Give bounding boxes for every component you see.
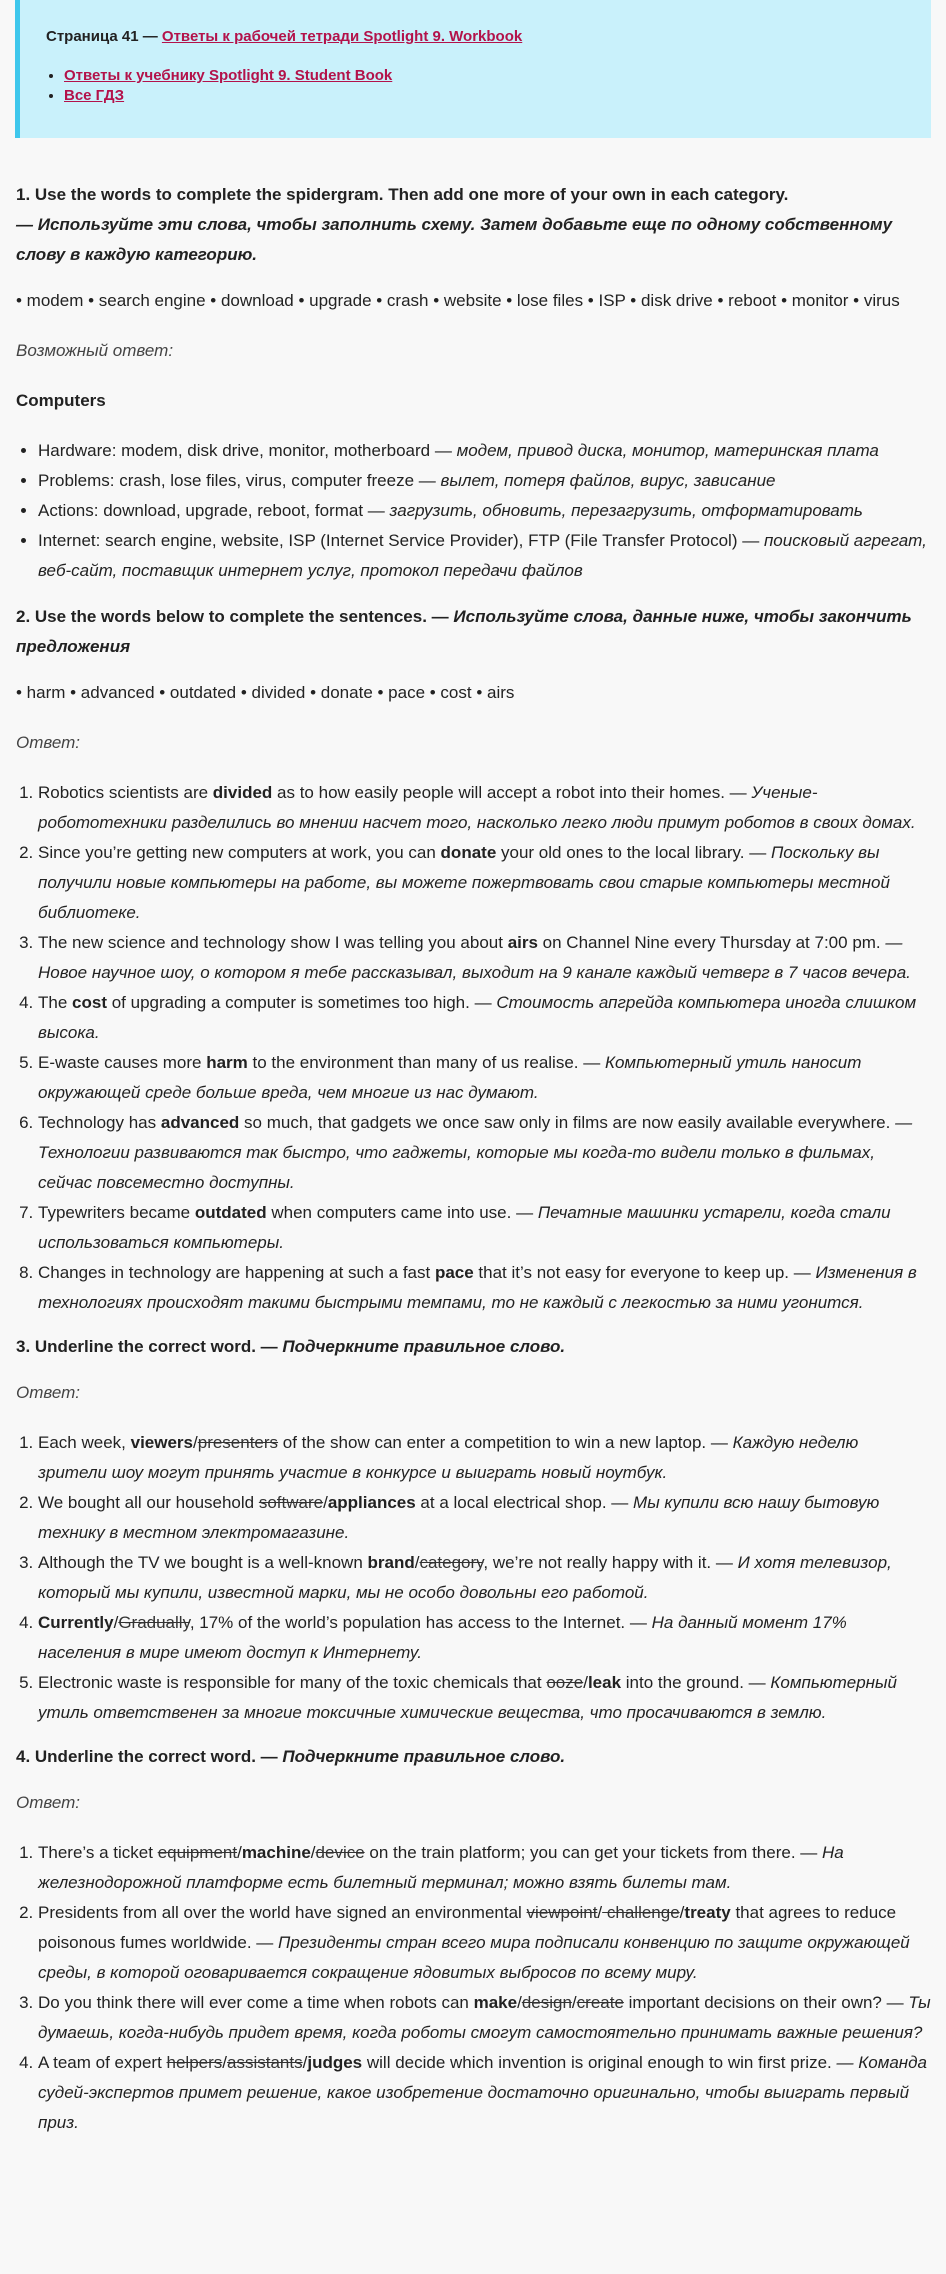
main-content [15,138,931,2138]
list-item: 2. We bought all our household software/appliances at a local electrical shop. — Мы купили всю нашу бытовую технику в местном электромагазине. [38,1488,931,1548]
list-item: 5. E-waste causes more harm to the environment than many of us realise. — Компьютерный утиль наносит окружающей среде больше вреда, чем многие из нас думают. [38,1048,931,1108]
list-item: 4. A team of expert helpers/assistants/judges will decide which invention is original enough to win first prize. — Команда судей-экспертов примет решение, какое изобретение достаточно оригинально, чтобы выиграть первый приз. [38,2048,931,2138]
related-links-box [15,0,931,138]
list-item: 5. Electronic waste is responsible for many of the toxic chemicals that ooze/leak into the ground. — Компьютерный утиль ответственен за многие токсичные химические вещества, что просачиваются в землю. [38,1668,931,1728]
task3-list [16,1428,931,1728]
page-header [46,26,911,48]
task3-title-en: 3. Underline the correct word. — [16,1337,283,1356]
list-item: 2. Since you’re getting new computers at work, you can donate your old ones to the local library. — Поскольку вы получили новые компьютеры на работе, вы можете пожертвовать свои старые компьютеры местной библиотеке. [38,838,931,928]
workbook-link[interactable]: Ответы к рабочей тетради Spotlight 9. Workbook [161,28,523,45]
task2-title-en: 2. Use the words below to complete the sentences. — [16,607,454,626]
task4-title-ru: Подчеркните правильное слово. [282,1747,566,1766]
list-item: 8. Changes in technology are happening at such a fast pace that it’s not easy for everyone to keep up. — Изменения в технологиях происходят такими быстрыми темпами, то не каждый с легкостью за ними угонится. [38,1258,931,1318]
list-item: 7. Typewriters became outdated when computers came into use. — Печатные машинки устарели, когда стали использоваться компьютеры. [38,1198,931,1258]
task1-words: • modem • search engine • download • upgrade • crash • website • lose files • ISP • disk drive • reboot • monitor • virus [16,291,900,310]
task4-title [16,1742,931,1772]
task1-title-ru: — Используйте эти слова, чтобы заполнить схему. Затем добавьте еще по одному собственному слову в каждую категорию. [16,215,893,264]
page-label: Страница 41 — [46,28,158,45]
task1-title-en: 1. Use the words to complete the spidergram. Then add one more of your own in each category. [16,185,789,204]
task1-list [16,436,931,586]
list-item [64,66,911,86]
list-item: 1. Each week, viewers/presenters of the show can enter a competition to win a new laptop. — Каждую неделю зрители шоу могут принять участие в конкурсе и выиграть новый ноутбук. [38,1428,931,1488]
computers-heading: Computers [16,391,106,410]
student-book-link[interactable]: Ответы к учебнику Spotlight 9. Student Book [64,67,393,84]
list-item: 3. Although the TV we bought is a well-known brand/category, we’re not really happy with it. — И хотя телевизор, который мы купили, известной марки, мы не особо довольны его работой. [38,1548,931,1608]
task1-answer-label: Возможный ответ: [16,341,174,360]
task2-title [16,602,931,662]
list-item: • Actions: download, upgrade, reboot, format — загрузить, обновить, перезагрузить, отформатировать [38,496,931,526]
links-list [46,66,911,106]
list-item: 6. Technology has advanced so much, that gadgets we once saw only in films are now easily available everywhere. — Технологии развиваются так быстро, что гаджеты, которые мы когда-то видели только в фильмах, сейчас повсеместно доступны. [38,1108,931,1198]
task4-list [16,1838,931,2138]
task3-title [16,1332,931,1362]
task2-list [16,778,931,1318]
list-item: 2. Presidents from all over the world have signed an environmental viewpoint/ challenge/treaty that agrees to reduce poisonous fumes worldwide. — Президенты стран всего мира подписали конвенцию по защите окружающей среды, в которой оговаривается сокращение ядовитых выбросов по всему миру. [38,1898,931,1988]
list-item: 1. There’s a ticket equipment/machine/device on the train platform; you can get your tickets from there. — На железнодорожной платформе есть билетный терминал; можно взять билеты там. [38,1838,931,1898]
list-item: • Problems: crash, lose files, virus, computer freeze — вылет, потеря файлов, вирус, зависание [38,466,931,496]
task4-title-en: 4. Underline the correct word. — [16,1747,283,1766]
list-item: • Hardware: modem, disk drive, monitor, motherboard — модем, привод диска, монитор, материнская плата [38,436,931,466]
list-item: 3. Do you think there will ever come a time when robots can make/design/create important decisions on their own? — Ты думаешь, когда-нибудь придет время, когда роботы смогут самостоятельно принимать важные решения? [38,1988,931,2048]
task3-answer-label: Ответ: [16,1383,81,1402]
task1-title [16,180,931,270]
task4-answer-label: Ответ: [16,1793,81,1812]
all-gdz-link[interactable]: Все ГДЗ [64,87,125,104]
list-item: • Internet: search engine, website, ISP (Internet Service Provider), FTP (File Transfer Protocol) — поисковый агрегат, веб-сайт, поставщик интернет услуг, протокол передачи файлов [38,526,931,586]
list-item [64,86,911,106]
list-item: 1. Robotics scientists are divided as to how easily people will accept a robot into their homes. — Ученые-робототехники разделились во мнении насчет того, насколько легко люди примут роботов в своих домах. [38,778,931,838]
task3-title-ru: Подчеркните правильное слово. [282,1337,566,1356]
task2-title-ru: Используйте слова, данные ниже, чтобы закончить предложения [16,607,912,656]
list-item: 4. Currently/Gradually, 17% of the world’s population has access to the Internet. — На данный момент 17% населения в мире имеют доступ к Интернету. [38,1608,931,1668]
list-item: 3. The new science and technology show I was telling you about airs on Channel Nine every Thursday at 7:00 pm. — Новое научное шоу, о котором я тебе рассказывал, выходит на 9 канале каждый четверг в 7 часов вечера. [38,928,931,988]
list-item: 4. The cost of upgrading a computer is sometimes too high. — Стоимость апгрейда компьютера иногда слишком высока. [38,988,931,1048]
task2-words: • harm • advanced • outdated • divided • donate • pace • cost • airs [16,683,515,702]
task2-answer-label: Ответ: [16,733,81,752]
